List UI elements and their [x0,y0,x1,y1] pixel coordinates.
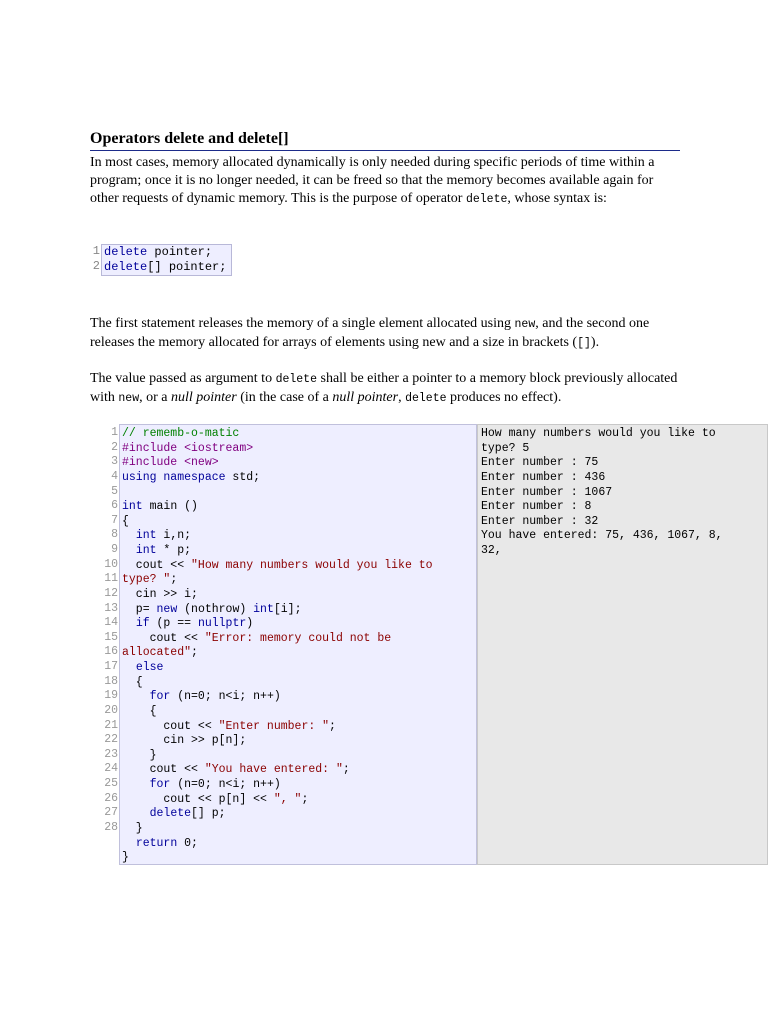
line-number: 26 [104,791,118,805]
code-line [122,778,476,793]
code-text: ; [301,792,309,806]
code-line [104,260,231,275]
output-line: Enter number : 32 [481,514,599,528]
line-number: 28 [104,820,118,834]
intro-paragraph [90,154,680,209]
source-code [119,424,477,865]
code-text: ; [170,573,178,587]
code-keyword: int [135,529,157,543]
code-line [122,486,476,501]
paragraph-text: , and the second one releases the memory allocated for arrays of elements using new and a size in brackets ( [90,316,650,350]
line-number: 2 [92,259,100,273]
italic-term: null pointer [171,390,237,405]
line-number: 6 [111,499,118,513]
code-text: pointer; [147,245,213,259]
paragraph-text: , or a [139,390,171,405]
line-number: 3 [111,455,118,469]
code-text: cout << [122,763,205,777]
code-keyword: using namespace [122,470,226,484]
code-line [122,588,476,603]
code-line [122,720,476,735]
code-text: (n=0; n<i; n++) [170,690,281,704]
code-text [122,544,136,557]
code-text [122,529,136,542]
line-number: 23 [104,747,118,761]
code-line [122,763,476,778]
code-text: ; [329,719,336,733]
line-number: 2 [111,440,118,454]
code-text: cin >> i; [122,587,198,601]
code-text: cout << [122,719,219,733]
line-number: 27 [104,806,118,820]
syntax-line-numbers [90,244,100,274]
code-keyword: if [135,617,150,631]
inline-code: delete [405,392,447,405]
code-line [122,676,476,691]
paragraph-text: The value passed as argument to [90,371,276,386]
line-number: 13 [104,601,118,615]
line-number: 1 [92,244,100,258]
line-number: 14 [104,616,118,630]
code-text: { [122,514,129,528]
line-number: 19 [104,689,118,703]
code-keyword: else [135,661,164,674]
code-line [122,617,476,632]
line-number: 9 [111,543,118,556]
inline-code: delete [465,193,508,206]
paragraph-text: In most cases, memory allocated dynamically is only needed during specific periods of time within a program; once it is no longer needed, it can be freed so that the memory becomes available again for other requests of dynamic memory. This is the purpose of operator [90,155,655,206]
code-keyword: delete [149,807,192,821]
code-text: cin >> p[n]; [122,734,247,748]
code-line [122,500,476,515]
code-line [122,573,476,588]
code-text [122,837,136,850]
code-keyword: for [149,690,171,704]
null-pointer-paragraph [90,370,680,408]
code-line [122,544,476,559]
line-number: 21 [104,718,118,732]
code-keyword: return [135,836,178,850]
code-comment: // rememb-o-matic [122,427,240,440]
code-line [122,515,476,530]
code-keyword: new [156,602,178,616]
line-number: 12 [104,586,118,600]
line-number: 17 [104,660,118,673]
code-string: "How many numbers would you like to [191,558,433,572]
code-line [122,603,476,618]
line-number: 25 [104,777,118,790]
output-line: How many numbers would you like to [481,427,716,440]
code-text: ) [246,617,254,631]
code-text [122,690,150,703]
code-text: } [122,851,129,865]
code-text: } [122,748,157,762]
italic-term: null pointer [332,390,399,405]
paragraph-text: shall be either a pointer to a memory block previously allocated with [90,371,678,405]
code-line [122,793,476,808]
code-text: cout << [122,631,205,645]
line-number: 20 [104,703,118,717]
code-text [122,778,150,791]
output-line: You have entered: 75, 436, 1067, 8, [481,529,723,543]
line-number: 16 [104,645,118,659]
code-keyword: int [135,544,157,557]
code-string: ", " [273,792,302,806]
line-number: 8 [111,528,118,542]
code-keyword: int [253,602,274,616]
paragraph-text: , [398,390,406,405]
line-number: 1 [111,426,118,439]
inline-code: delete [275,373,317,386]
code-text: (nothrow) [177,602,254,616]
line-number: 4 [111,469,118,483]
code-keyword: delete [104,260,148,274]
code-keyword: nullptr [197,617,247,631]
code-string: "You have entered: " [204,763,343,777]
code-string: allocated" [122,646,192,660]
line-number: 5 [111,484,118,498]
code-text: } [122,821,143,835]
code-text [122,661,136,674]
code-text: * p; [156,544,192,557]
code-line [122,442,476,457]
delete-explanation-paragraph [90,315,680,353]
code-string: type? " [122,573,171,587]
line-number: 11 [104,572,118,586]
code-text [122,617,136,630]
code-line [122,837,476,852]
code-text: ; [191,646,198,660]
code-text: [] pointer; [147,260,227,274]
code-line [122,427,476,442]
code-text: (p == [149,617,198,631]
output-line: Enter number : 8 [481,500,592,514]
paragraph-text: produces no effect). [446,390,562,405]
code-line [122,734,476,749]
line-number: 10 [104,557,118,571]
paragraph-text: The first statement releases the memory of a single element allocated using [90,316,515,331]
syntax-code [101,244,232,276]
code-text: cout << [122,558,192,572]
code-text: ; [342,763,350,777]
code-keyword: int [122,500,143,514]
code-line [122,632,476,647]
code-line [122,529,476,544]
code-line-numbers [104,426,118,836]
code-line [122,646,476,661]
inline-code: new [118,392,140,405]
code-line [122,705,476,720]
code-line [122,749,476,764]
output-line: Enter number : 75 [481,456,599,470]
code-text: i,n; [156,529,192,543]
output-line: Enter number : 1067 [481,485,613,499]
inline-code: new [514,318,536,331]
code-line [122,559,476,574]
paragraph-text: (in the case of a [236,390,333,405]
code-line [122,690,476,705]
output-line: 32, [481,544,502,557]
code-text: main () [142,500,198,514]
code-line [104,245,231,260]
paragraph-text: ). [590,335,600,350]
code-text [122,807,150,820]
code-text: cout << p[n] << [122,792,274,806]
program-output [477,424,768,865]
code-text: std; [225,470,261,484]
output-line: type? 5 [481,441,530,455]
code-keyword: for [149,778,171,791]
code-text: { [122,704,157,718]
line-number: 22 [104,733,118,747]
inline-code: [] [577,337,591,350]
code-string: "Enter number: " [218,719,330,733]
line-number: 15 [104,630,118,644]
code-text: [i]; [273,602,302,616]
code-string: "Error: memory could not be [204,631,392,645]
code-line [122,851,476,865]
code-keyword: delete [104,245,148,259]
code-line [122,807,476,822]
line-number: 24 [104,762,118,776]
code-text: [] p; [191,807,226,821]
code-text: { [122,675,143,689]
code-text: (n=0; n<i; n++) [170,778,281,791]
code-line [122,661,476,676]
output-line: Enter number : 436 [481,470,606,484]
code-text: p= [122,602,157,616]
paragraph-text: , whose syntax is: [507,191,607,206]
code-text: 0; [177,836,198,850]
code-line [122,822,476,837]
code-preprocessor: #include <new> [122,456,219,470]
code-line [122,471,476,486]
line-number: 18 [104,674,118,688]
line-number: 7 [111,513,118,527]
code-preprocessor: #include <iostream> [122,441,254,455]
code-line [122,456,476,471]
section-heading: Operators delete and delete[] [90,130,680,151]
